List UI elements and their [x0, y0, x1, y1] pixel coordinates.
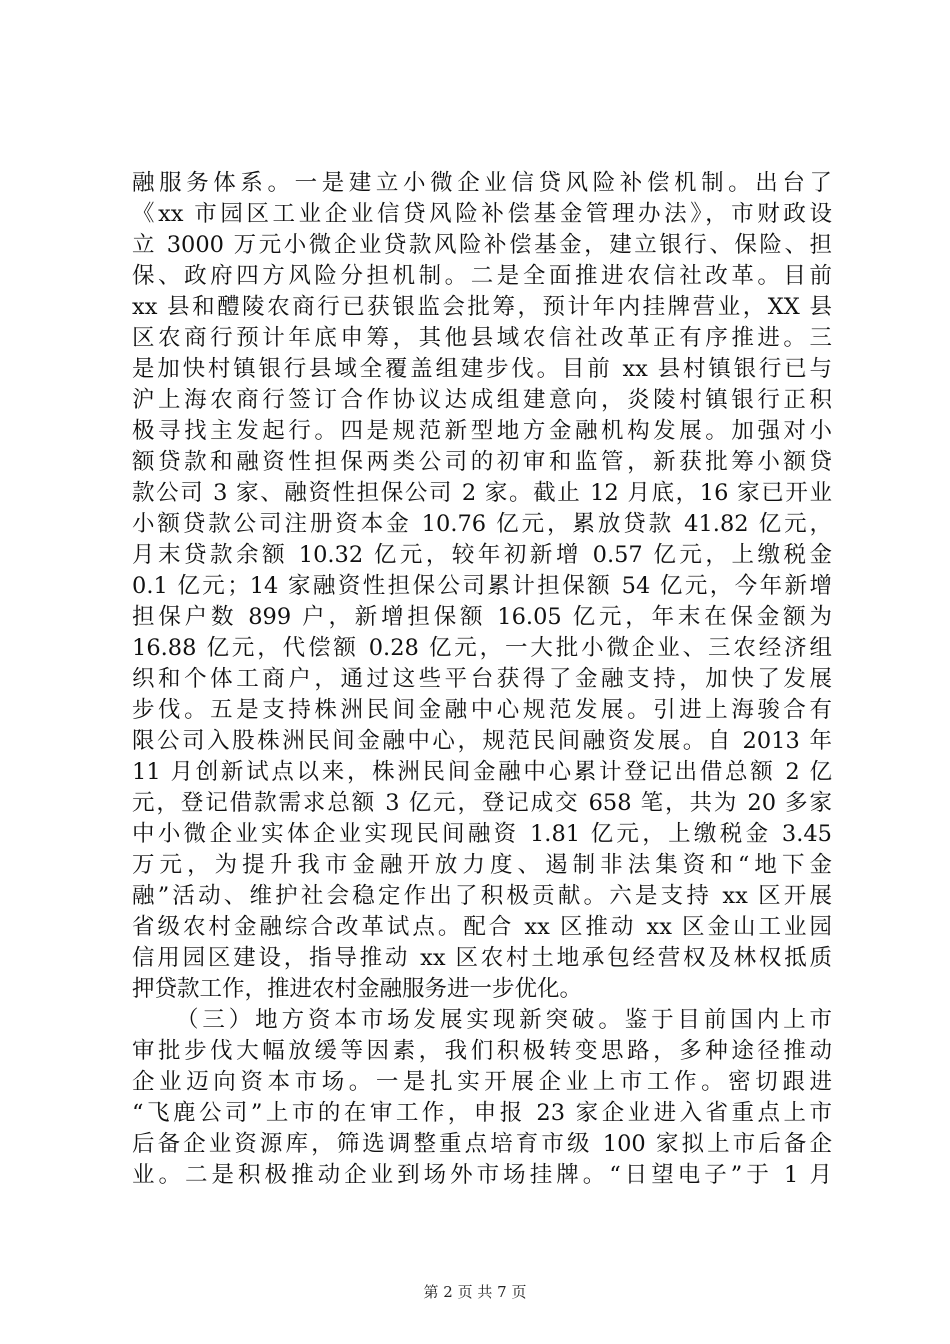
text-line: 业。二是积极推动企业到场外市场挂牌。“日望电子”于 1 月: [132, 1162, 832, 1188]
text-line: 立 3000 万元小微企业贷款风险补偿基金，建立银行、保险、担: [132, 232, 832, 258]
text-line: 押贷款工作，推进农村金融服务进一步优化。: [132, 976, 583, 1002]
text-line: 省级农村金融综合改革试点。配合 xx 区推动 xx 区金山工业园: [132, 914, 832, 940]
text-line: 后备企业资源库，筛选调整重点培育市级 100 家拟上市后备企: [132, 1131, 832, 1157]
text-line: xx 县和醴陵农商行已获银监会批筹，预计年内挂牌营业，XX 县: [132, 294, 832, 320]
text-line: 步伐。五是支持株洲民间金融中心规范发展。引进上海骏合有: [132, 697, 832, 723]
text-line: 《xx 市园区工业企业信贷风险补偿基金管理办法》，市财政设: [132, 201, 832, 227]
text-line: 万元，为提升我市金融开放力度、遏制非法集资和“地下金: [132, 852, 832, 878]
text-line: 区农商行预计年底申筹，其他县域农信社改革正有序推进。三: [132, 325, 832, 351]
text-line: 款公司 3 家、融资性担保公司 2 家。截止 12 月底，16 家已开业: [132, 480, 832, 506]
text-line: 月末贷款余额 10.32 亿元，较年初新增 0.57 亿元，上缴税金: [132, 542, 832, 568]
text-line: 保、政府四方风险分担机制。二是全面推进农信社改革。目前: [132, 263, 832, 289]
document-body: [132, 168, 832, 1191]
text-line: “飞鹿公司”上市的在审工作，申报 23 家企业进入省重点上市: [132, 1100, 832, 1126]
text-line: 小额贷款公司注册资本金 10.76 亿元，累放贷款 41.82 亿元，: [132, 511, 832, 537]
text-line: 织和个体工商户，通过这些平台获得了金融支持，加快了发展: [132, 666, 832, 692]
text-line: 0.1 亿元；14 家融资性担保公司累计担保额 54 亿元，今年新增: [132, 573, 832, 599]
text-line: 16.88 亿元，代偿额 0.28 亿元，一大批小微企业、三农经济组: [132, 635, 832, 661]
text-line: 限公司入股株洲民间金融中心，规范民间融资发展。自 2013 年: [132, 728, 832, 754]
text-line: 审批步伐大幅放缓等因素，我们积极转变思路，多种途径推动: [132, 1038, 832, 1064]
text-line: 中小微企业实体企业实现民间融资 1.81 亿元，上缴税金 3.45: [132, 821, 832, 847]
text-line: 沪上海农商行签订合作协议达成组建意向，炎陵村镇银行正积: [132, 387, 832, 413]
text-line: 极寻找主发起行。四是规范新型地方金融机构发展。加强对小: [132, 418, 832, 444]
text-line: 元，登记借款需求总额 3 亿元，登记成交 658 笔，共为 20 多家: [132, 790, 832, 816]
text-line: 企业迈向资本市场。一是扎实开展企业上市工作。密切跟进: [132, 1069, 832, 1095]
section-heading-line: （三）地方资本市场发展实现新突破。鉴于目前国内上市: [176, 1007, 832, 1033]
text-line: 是加快村镇银行县域全覆盖组建步伐。目前 xx 县村镇银行已与: [132, 356, 832, 382]
text-line: 信用园区建设，指导推动 xx 区农村土地承包经营权及林权抵质: [132, 945, 832, 971]
text-line: 11 月创新试点以来，株洲民间金融中心累计登记出借总额 2 亿: [132, 759, 832, 785]
page-number-footer: 第 2 页 共 7 页: [423, 1283, 527, 1301]
text-line: 融”活动、维护社会稳定作出了积极贡献。六是支持 xx 区开展: [132, 883, 832, 909]
text-line: 担保户数 899 户，新增担保额 16.05 亿元，年末在保金额为: [132, 604, 832, 630]
text-line: 额贷款和融资性担保两类公司的初审和监管，新获批筹小额贷: [132, 449, 832, 475]
text-line: 融服务体系。一是建立小微企业信贷风险补偿机制。出台了: [132, 170, 832, 196]
